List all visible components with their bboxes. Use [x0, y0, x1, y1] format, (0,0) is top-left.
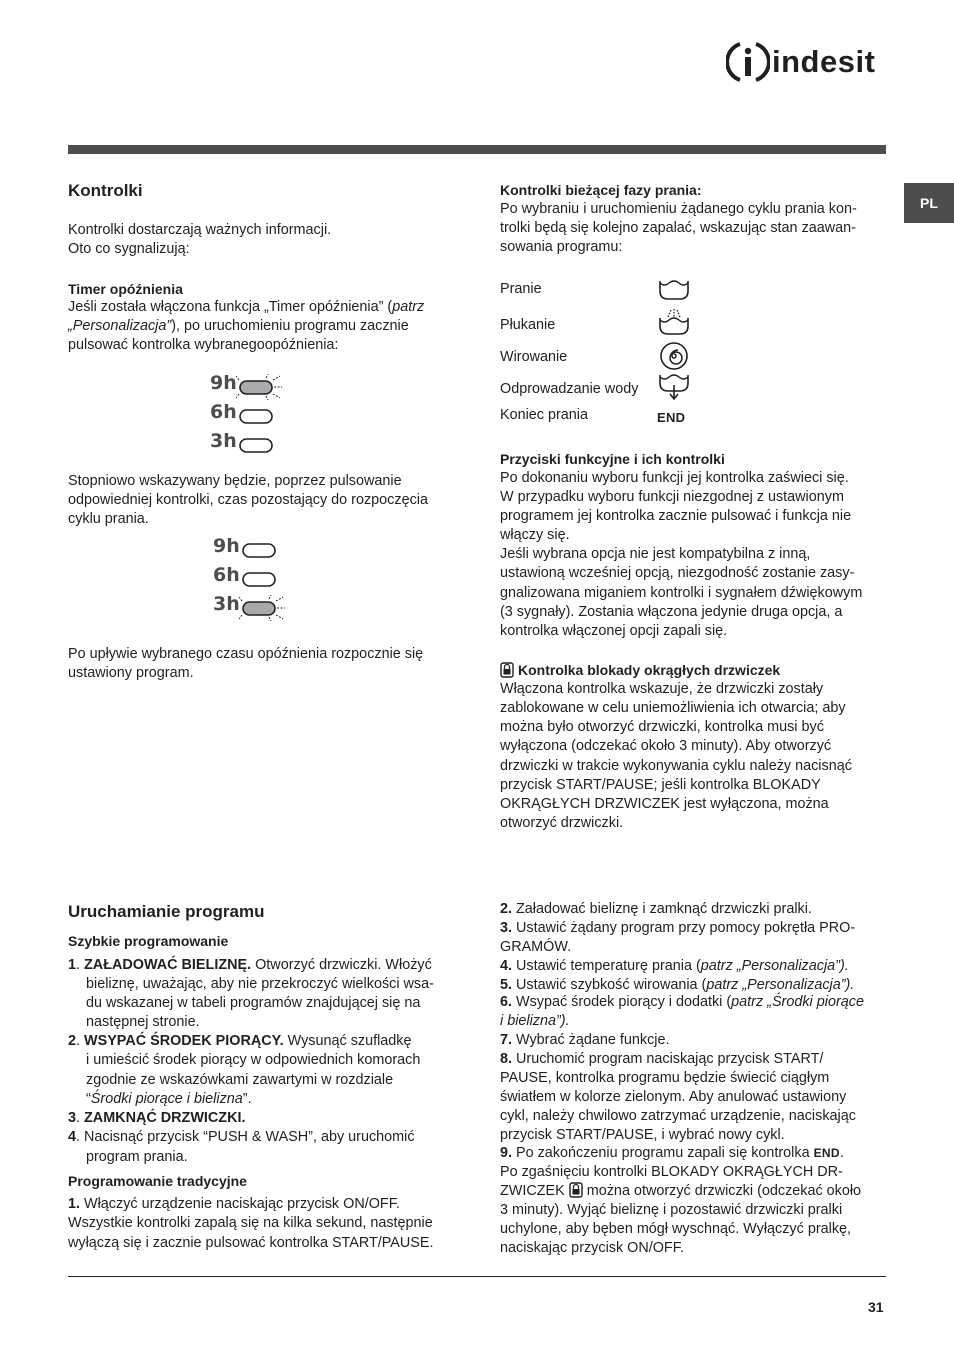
- phase-item-koniec: Koniec prania: [500, 407, 589, 423]
- trad-step-9-line-6: naciskając przycisk ON/OFF.: [500, 1240, 684, 1256]
- door-lock-line-1: Włączona kontrolka wskazuje, że drzwiczki zostały: [500, 681, 824, 697]
- door-lock-title: Kontrolka blokady okrągłych drzwiczek: [518, 662, 781, 678]
- door-lock-line-3: można było otworzyć drzwiczki, kontrolka musi być: [500, 719, 824, 735]
- trad-step-9-line-4: 3 minuty). Wyjąć bieliznę i pozostawić drzwiczki pralki: [500, 1202, 843, 1218]
- indesit-i-logo-icon: [726, 40, 770, 84]
- led-9h-off-icon: [239, 537, 287, 563]
- trad-step-3-line-1: 3. Ustawić żądany program przy pomocy pokrętła PRO-: [500, 920, 856, 936]
- trad-step-9-line-1: 9. Po zakończeniu programu zapali się kontrolka END.: [500, 1145, 844, 1161]
- door-lock-line-7: OKRĄGŁYCH DRZWICZEK jest wyłączona, można: [500, 796, 829, 812]
- trad-step-1-line-1: 1. Włączyć urządzenie naciskając przycisk ON/OFF.: [68, 1196, 400, 1212]
- quick-step-4-line-2: program prania.: [86, 1149, 188, 1165]
- led-6h-off-icon: [236, 403, 284, 429]
- function-line-3: programem jej kontrolka zacznie pulsować i funkcja nie: [500, 508, 852, 524]
- trad-step-7: 7. Wybrać żądane funkcje.: [500, 1032, 670, 1048]
- led-label-9h: 9h: [210, 372, 237, 394]
- door-lock-line-8: otworzyć drzwiczki.: [500, 815, 624, 831]
- traditional-programming-title: Programowanie tradycyjne: [68, 1173, 247, 1189]
- trad-step-3-line-2: GRAMÓW.: [500, 939, 572, 955]
- wash-tub-icon: [657, 277, 691, 303]
- led-3h-off-icon: [236, 432, 284, 458]
- delay-led-group-1: [208, 374, 298, 458]
- quick-step-2-line-4: “Środki piorące i bielizna”.: [86, 1091, 252, 1107]
- trad-step-8-line-4: cykl, należy chwilowo zatrzymać urządzenie, naciskając: [500, 1108, 856, 1124]
- function-line-1: Po dokonaniu wyboru funkcji jej kontrolka zaświeci się.: [500, 470, 849, 486]
- led-label-6h: 6h: [210, 401, 237, 423]
- phase-item-wirowanie: Wirowanie: [500, 349, 568, 365]
- function-line-6: ustawioną wcześniej opcją, niezgodność zostanie zasy-: [500, 565, 855, 581]
- quick-step-1-line-1: 1. ZAŁADOWAĆ BIELIZNĘ. Otworzyć drzwiczki. Włożyć: [68, 957, 432, 973]
- phase-line-2: trolki będą się kolejno zapalać, wskazując stan zaawan-: [500, 220, 856, 236]
- quick-step-2-line-2: i umieścić środek piorący w odpowiednich komorach: [86, 1052, 421, 1068]
- timer-title: Timer opóźnienia: [68, 281, 183, 297]
- end-icon: END: [657, 410, 686, 425]
- trad-step-9-line-2: Po zgaśnięciu kontrolki BLOKADY OKRĄGŁYCH DR-: [500, 1164, 843, 1180]
- page-number: 31: [868, 1299, 884, 1315]
- intro-line-1: Kontrolki dostarczają ważnych informacji.: [68, 222, 332, 238]
- trad-step-5: 5. Ustawić szybkość wirowania (patrz „Personalizacja”).: [500, 977, 855, 993]
- function-line-7: gnalizowana miganiem kontrolki i sygnałem dźwiękowym: [500, 585, 863, 601]
- door-lock-line-5: drzwiczki w trakcie wykonywania cyklu należy nacisnąć: [500, 758, 852, 774]
- trad-step-8-line-1: 8. Uruchomić program naciskając przycisk START/: [500, 1051, 824, 1067]
- led-label-9h: 9h: [213, 535, 240, 557]
- timer-paragraph-line-3: pulsować kontrolka wybranegoopóźnienia:: [68, 337, 339, 353]
- trad-step-9-line-5: uchylone, aby bęben mógł wyschnąć. Wyłączyć pralkę,: [500, 1221, 852, 1237]
- phase-item-pranie: Pranie: [500, 281, 542, 297]
- led-label-3h: 3h: [210, 430, 237, 452]
- quick-programming-title: Szybkie programowanie: [68, 933, 229, 949]
- trad-step-2: 2. Załadować bieliznę i zamknąć drzwiczki pralki.: [500, 901, 812, 917]
- footer-rule: [68, 1276, 886, 1277]
- trad-step-9-line-3: ZWICZEK można otworzyć drzwiczki (odczekać około: [500, 1183, 862, 1199]
- quick-step-4-line-1: 4. Nacisnąć przycisk “PUSH & WASH”, aby uruchomić: [68, 1129, 415, 1145]
- quick-step-2-line-1: 2. WSYPAĆ ŚRODEK PIORĄCY. Wysunąć szufladkę: [68, 1033, 412, 1049]
- function-line-5: Jeśli wybrana opcja nie jest kompatybilna z inną,: [500, 546, 811, 562]
- door-lock-line-2: zablokowane w celu uniemożliwienia ich otwarcia; aby: [500, 700, 846, 716]
- door-lock-icon: [500, 662, 514, 678]
- function-line-8: (3 sygnały). Zostania włączona jedynie druga opcja, a: [500, 604, 843, 620]
- phase-line-1: Po wybraniu i uruchomieniu żądanego cyklu prania kon-: [500, 201, 857, 217]
- spin-icon: [659, 341, 689, 371]
- section-title-kontrolki: Kontrolki: [68, 181, 143, 200]
- trad-step-8-line-5: przycisk START/PAUSE, i wybrać nowy cykl.: [500, 1127, 785, 1143]
- trad-step-6-line-1: 6. Wsypać środek piorący i dodatki (patrz „Środki piorące: [500, 994, 864, 1010]
- end-inline-icon: END: [813, 1146, 840, 1160]
- quick-step-1-line-3: du wskazanej w tabeli programów znajdującej się na: [86, 995, 421, 1011]
- function-buttons-title: Przyciski funkcyjne i ich kontrolki: [500, 451, 725, 467]
- function-line-9: kontrolka włączonej opcji zapali się.: [500, 623, 728, 639]
- intro-line-2: Oto co sygnalizują:: [68, 241, 190, 257]
- phase-title: Kontrolki bieżącej fazy prania:: [500, 182, 702, 198]
- timer-paragraph-line-1: Jeśli została włączona funkcja „Timer opóźnienia” (patrz: [68, 299, 425, 315]
- brand-name: indesit: [772, 44, 876, 79]
- led-3h-pulsing-icon: [239, 595, 287, 621]
- led-6h-off-icon: [239, 566, 287, 592]
- phase-item-plukanie: Płukanie: [500, 317, 556, 333]
- stepwise-line-2: odpowiedniej kontrolki, czas pozostający do rozpoczęcia: [68, 492, 428, 508]
- function-line-2: W przypadku wyboru funkcji niezgodnej z ustawionym: [500, 489, 844, 505]
- quick-step-1-line-4: następnej stronie.: [86, 1014, 200, 1030]
- after-line-1: Po upływie wybranego czasu opóźnienia rozpocznie się: [68, 646, 424, 662]
- section-title-uruchamianie: Uruchamianie programu: [68, 902, 265, 921]
- after-line-2: ustawiony program.: [68, 665, 194, 681]
- timer-paragraph-line-2: „Personalizacja”), po uruchomieniu programu zacznie: [68, 318, 409, 334]
- trad-step-8-line-2: PAUSE, kontrolka programu będzie świecić ciągłym: [500, 1070, 830, 1086]
- door-lock-line-4: wyłączona (odczekać około 3 minuty). Aby otworzyć: [500, 738, 832, 754]
- door-lock-inline-icon: [569, 1182, 583, 1198]
- trad-step-6-line-2: i bielizna”).: [500, 1013, 570, 1029]
- phase-line-3: sowania programu:: [500, 239, 623, 255]
- led-label-3h: 3h: [213, 593, 240, 615]
- led-label-6h: 6h: [213, 564, 240, 586]
- header-rule: [68, 145, 886, 154]
- quick-step-1-line-2: bieliznę, uważając, aby nie przekroczyć wielkości wsa-: [86, 976, 434, 992]
- trad-step-1-line-2: Wszystkie kontrolki zapalą się na kilka sekund, następnie: [68, 1215, 433, 1231]
- stepwise-line-1: Stopniowo wskazywany będzie, poprzez pulsowanie: [68, 473, 402, 489]
- phase-item-odprowadzanie: Odprowadzanie wody: [500, 381, 639, 397]
- quick-step-3: 3. ZAMKNĄĆ DRZWICZKI.: [68, 1110, 246, 1126]
- door-lock-line-6: przycisk START/PAUSE; jeśli kontrolka BLOKADY: [500, 777, 821, 793]
- trad-step-8-line-3: światłem w kolorze zielonym. Aby anulować ustawiony: [500, 1089, 847, 1105]
- function-line-4: włączy się.: [500, 527, 570, 543]
- trad-step-4: 4. Ustawić temperaturę prania (patrz „Personalizacja”).: [500, 958, 849, 974]
- drain-icon: [657, 371, 691, 401]
- delay-led-group-2: [211, 537, 301, 623]
- language-tab: PL: [904, 183, 954, 223]
- quick-step-2-line-3: zgodnie ze wskazówkami zawartymi w rozdziale: [86, 1072, 394, 1088]
- stepwise-line-3: cyklu prania.: [68, 511, 149, 527]
- trad-step-1-line-3: wyłączą się i zacznie pulsować kontrolka START/PAUSE.: [68, 1235, 434, 1251]
- rinse-icon: [657, 308, 691, 338]
- led-9h-pulsing-icon: [236, 374, 284, 400]
